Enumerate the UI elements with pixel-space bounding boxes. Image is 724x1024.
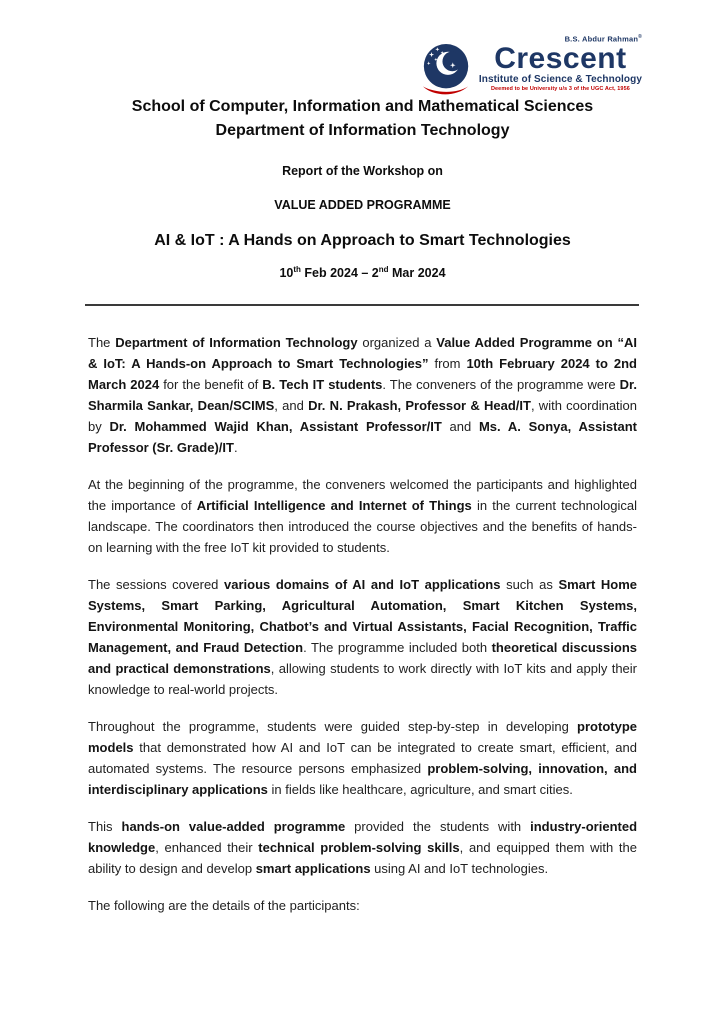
programme-type-heading: VALUE ADDED PROGRAMME — [274, 198, 451, 212]
paragraph: Throughout the programme, students were guided step-by-step in developing prototype models that demonstrated how AI and IoT can be integrated to create smart, efficient, and automated systems. The resource persons emphasized problem-solving, innovation, and interdisciplinary applications in fields like healthcare, agriculture, and smart cities. — [88, 719, 637, 797]
logo-tagline: Deemed to be University u/s 3 of the UGC Act, 1956 — [490, 85, 630, 92]
department-heading: Department of Information Technology — [215, 122, 510, 139]
logo-name: Crescent — [494, 41, 627, 75]
paragraph: The Department of Information Technology organized a Value Added Programme on “AI & IoT: A Hands-on Approach to Smart Technologies” from 10th February 2024 to 2nd March 2024 for the benefit of B. Tech IT students. The conveners of the programme were Dr. Sharmila Sankar, Dean/SCIMS, and Dr. N. Prakash, Professor & Head/IT, with coordination by Dr. Mohammed Wajid Khan, Assistant Professor/IT and Ms. A. Sonya, Assistant Professor (Sr. Grade)/IT. — [88, 335, 638, 455]
school-heading: School of Computer, Information and Mathematical Sciences — [131, 98, 594, 115]
document-body — [88, 332, 637, 916]
header-divider — [85, 304, 639, 306]
date-range: 10th Feb 2024 – 2nd Mar 2024 — [279, 264, 446, 280]
registered-mark: ® — [638, 34, 642, 40]
paragraph: At the beginning of the programme, the conveners welcomed the participants and highlighted the importance of Artificial Intelligence and Internet of Things in the current technological landscape. The coordinators then introduced the course objectives and the benefits of hands-on learning with the free IoT kit provided to students. — [88, 477, 637, 555]
logo-trademark: B.S. Abdur Rahman® — [564, 34, 642, 44]
paragraph: The following are the details of the participants: — [88, 898, 360, 913]
report-line: Report of the Workshop on — [282, 164, 443, 178]
workshop-title: AI & IoT : A Hands on Approach to Smart Technologies — [154, 232, 571, 249]
document-content — [0, 96, 724, 916]
paragraph: This hands-on value-added programme provided the students with industry-oriented knowledge, enhanced their technical problem-solving skills, and equipped them with the ability to design and develop smart applications using AI and IoT technologies. — [88, 819, 638, 876]
institution-logo — [420, 34, 642, 100]
paragraph: The sessions covered various domains of AI and IoT applications such as Smart Home Systems, Smart Parking, Agricultural Automation, Smart Kitchen Systems, Environmental Monitoring, Chatbot’s and Virtual Assistants, Facial Recognition, Traffic Management, and Fraud Detection. The programme included both theoretical discussions and practical demonstrations, allowing students to work directly with IoT kits and apply their knowledge to real-world projects. — [88, 577, 638, 697]
logo-subtitle: Institute of Science & Technology — [478, 73, 642, 85]
crescent-emblem-icon — [420, 42, 474, 100]
